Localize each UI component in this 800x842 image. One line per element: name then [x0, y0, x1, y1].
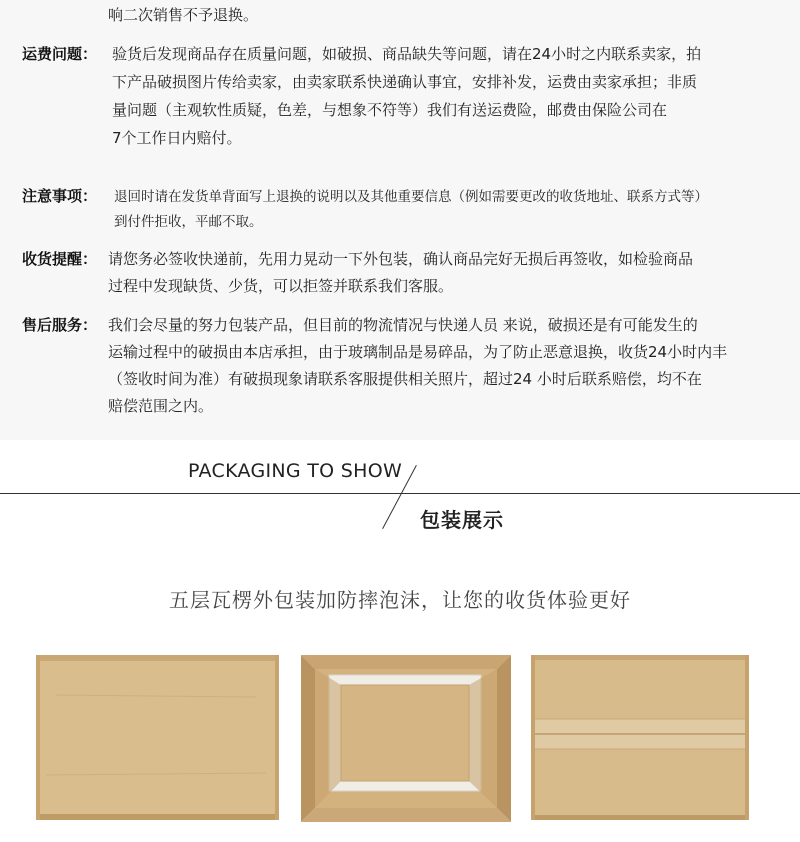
notice-text-line: 退回时请在发货单背面写上退换的说明以及其他重要信息（例如需要更改的收货地址、联系方式等） — [114, 189, 708, 205]
notice-text-line: 到付件拒收，平邮不取。 — [114, 214, 263, 230]
shipping-text-line: 7个工作日内赔付。 — [112, 129, 242, 147]
shipping-label: 运费问题： — [22, 45, 98, 63]
policy-line-continued: 响二次销售不予退换。 — [108, 6, 259, 24]
packaging-tagline: 五层瓦楞外包装加防摔泡沫，让您的收货体验更好 — [169, 588, 631, 612]
packaging-title-cn: 包装展示 — [420, 508, 504, 532]
notice-label: 注意事项： — [22, 187, 98, 205]
open-carton-foam-image — [301, 655, 511, 822]
shipping-text-line: 量问题（主观软性质疑，色差，与想象不符等）我们有送运费险，邮费由保险公司在 — [112, 101, 668, 119]
receipt-text-line: 过程中发现缺货、少货，可以拒签并联系我们客服。 — [108, 277, 454, 295]
aftersale-text-line: 我们会尽量的努力包装产品，但目前的物流情况与快递人员 来说，破损还是有可能发生的 — [108, 316, 698, 334]
aftersale-text-line: 运输过程中的破损由本店承担，由于玻璃制品是易碎品，为了防止恶意退换，收货24小时内丰 — [108, 343, 728, 361]
receipt-label: 收货提醒： — [22, 250, 98, 268]
shipping-text-line: 验货后发现商品存在质量问题，如破损、商品缺失等问题，请在24小时之内联系卖家，拍 — [112, 45, 702, 63]
packaging-title-en: PACKAGING TO SHOW — [188, 460, 403, 482]
closed-carton-image — [36, 655, 279, 820]
taped-carton-image — [531, 655, 749, 820]
aftersale-label: 售后服务： — [22, 316, 98, 334]
aftersale-text-line: （签收时间为准）有破损现象请联系客服提供相关照片，超过24 小时后联系赔偿，均不在 — [108, 370, 702, 388]
shipping-text-line: 下产品破损图片传给卖家，由卖家联系快递确认事宜，安排补发，运费由卖家承担；非质 — [112, 73, 698, 91]
receipt-text-line: 请您务必签收快递前，先用力晃动一下外包装，确认商品完好无损后再签收，如检验商品 — [108, 250, 694, 268]
aftersale-text-line: 赔偿范围之内。 — [108, 397, 214, 415]
